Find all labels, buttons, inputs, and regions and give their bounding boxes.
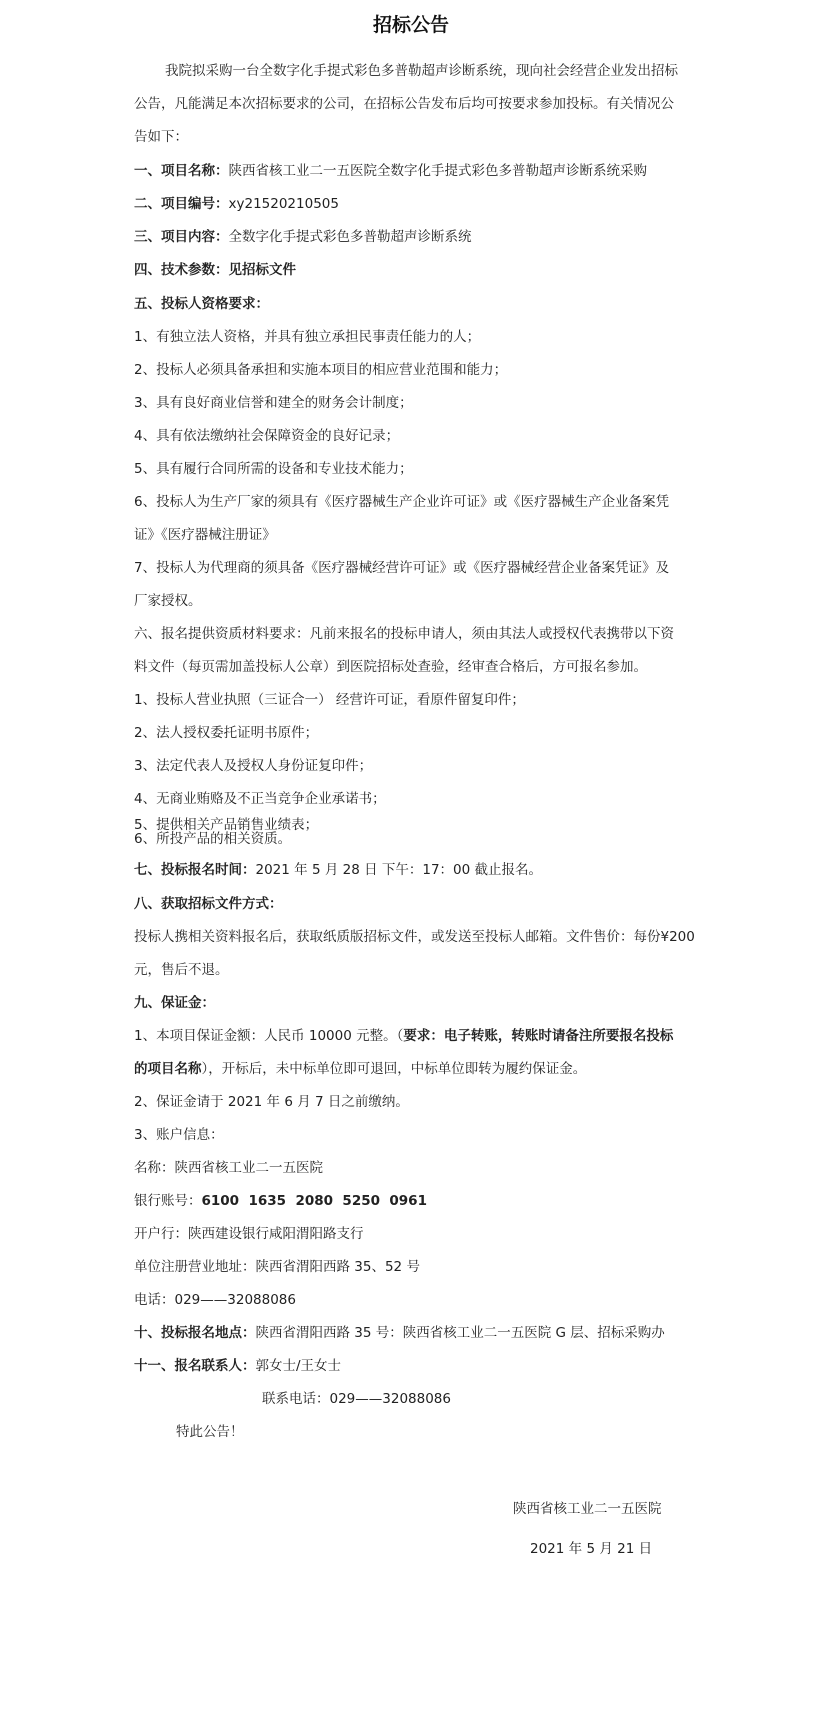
qualification-item: 6、投标人为生产厂家的须具有《医疗器械生产企业许可证》或《医疗器械生产企业备案凭: [134, 494, 670, 510]
section-1: [134, 162, 647, 180]
intro-line-3: 告如下：: [134, 129, 188, 145]
section-8-line: 元，售后不退。: [134, 962, 229, 978]
qualification-item: 3、具有良好商业信誉和建全的财务会计制度；: [134, 395, 413, 411]
account-info-label: 3、账户信息：: [134, 1127, 224, 1143]
material-item: 2、法人授权委托证明书原件；: [134, 725, 319, 741]
registered-address: 单位注册营业地址：陕西省渭阳西路 35、52 号: [134, 1259, 420, 1275]
section-1-heading: 一、项目名称：: [134, 163, 229, 179]
section-7-text: 2021 年 5 月 28 日 下午：17：00 截止报名。: [255, 862, 543, 878]
intro-line-2: 公告，凡能满足本次招标要求的公司，在招标公告发布后均可按要求参加投标。有关情况公: [134, 96, 674, 112]
deposit-refund-text: ），开标后，未中标单位即可退回，中标单位即转为履约保证金。: [201, 1061, 587, 1077]
intro-line-1: 我院拟采购一台全数字化手提式彩色多普勒超声诊断系统，现向社会经营企业发出招标: [165, 63, 678, 79]
qualification-item: 证》《医疗器械注册证》: [134, 527, 276, 543]
section-11: [134, 1357, 341, 1375]
bank-name: 开户行：陕西建设银行咸阳渭阳路支行: [134, 1226, 364, 1242]
section-2: [134, 195, 339, 213]
section-6-line: 料文件（每页需加盖投标人公章）到医院招标处查验，经审查合格后，方可报名参加。: [134, 659, 647, 675]
closing-note: 特此公告！: [176, 1424, 244, 1440]
bank-account-number: 6100 1635 2080 5250 0961: [201, 1193, 427, 1209]
contact-phone: 联系电话：029——32088086: [262, 1391, 451, 1407]
section-3: [134, 228, 472, 246]
deposit-amount-text: 1、本项目保证金额：人民币 10000 元整。（: [134, 1028, 404, 1044]
section-7: [134, 861, 542, 879]
qualification-item: 4、具有依法缴纳社会保障资金的良好记录；: [134, 428, 400, 444]
section-10-text: 陕西省渭阳西路 35 号：陕西省核工业二一五医院 G 层、招标采购办: [255, 1325, 665, 1341]
material-item: 3、法定代表人及授权人身份证复印件；: [134, 758, 373, 774]
material-item: 1、投标人营业执照（三证合一） 经营许可证，看原件留复印件；: [134, 692, 525, 708]
bank-account-label: 银行账号：: [134, 1193, 202, 1209]
section-4-heading: 四、技术参数：见招标文件: [134, 262, 296, 278]
section-3-heading: 三、项目内容：: [134, 229, 229, 245]
section-3-text: 全数字化手提式彩色多普勒超声诊断系统: [228, 229, 472, 245]
section-8-line: 投标人携相关资料报名后，获取纸质版招标文件，或发送至投标人邮箱。文件售价：每份¥200: [134, 929, 695, 945]
section-7-heading: 七、投标报名时间：: [134, 862, 256, 878]
material-item: 5、提供相关产品销售业绩表；: [134, 817, 319, 833]
bank-account: [134, 1192, 427, 1210]
qualification-item: 2、投标人必须具备承担和实施本项目的相应营业范围和能力；: [134, 362, 508, 378]
account-name: 名称：陕西省核工业二一五医院: [134, 1160, 323, 1176]
section-10: [134, 1324, 665, 1342]
section-9-heading: 九、保证金：: [134, 995, 215, 1011]
section-8-heading: 八、获取招标文件方式：: [134, 896, 283, 912]
deposit-deadline: 2、保证金请于 2021 年 6 月 7 日之前缴纳。: [134, 1094, 409, 1110]
deposit-requirement: 要求：电子转账，转账时请备注所要报名投标: [403, 1028, 674, 1044]
section-11-heading: 十一、报名联系人：: [134, 1358, 256, 1374]
phone: 电话：029——32088086: [134, 1292, 296, 1308]
signature-org: 陕西省核工业二一五医院: [513, 1501, 662, 1517]
qualification-item: 厂家授权。: [134, 593, 202, 609]
section-11-text: 郭女士/王女士: [255, 1358, 342, 1374]
section-5-heading: 五、投标人资格要求：: [134, 296, 269, 312]
section-2-text: xy21520210505: [228, 196, 339, 212]
qualification-item: 1、有独立法人资格，并具有独立承担民事责任能力的人；: [134, 329, 481, 345]
deposit-amount-line: [134, 1027, 673, 1045]
material-item: 4、无商业贿赂及不正当竞争企业承诺书；: [134, 791, 386, 807]
section-1-text: 陕西省核工业二一五医院全数字化手提式彩色多普勒超声诊断系统采购: [228, 163, 647, 179]
section-10-heading: 十、投标报名地点：: [134, 1325, 256, 1341]
deposit-requirement-line: [134, 1060, 586, 1078]
material-item: 6、所投产品的相关资质。: [134, 831, 292, 847]
page-title: 招标公告: [372, 14, 449, 36]
qualification-item: 5、具有履行合同所需的设备和专业技术能力；: [134, 461, 413, 477]
section-2-heading: 二、项目编号：: [134, 196, 229, 212]
section-6-line: 六、报名提供资质材料要求：凡前来报名的投标申请人，须由其法人或授权代表携带以下资: [134, 626, 674, 642]
deposit-project-name: 的项目名称: [134, 1061, 202, 1077]
signature-date: 2021 年 5 月 21 日: [530, 1541, 653, 1557]
qualification-item: 7、投标人为代理商的须具备《医疗器械经营许可证》或《医疗器械经营企业备案凭证》及: [134, 560, 670, 576]
